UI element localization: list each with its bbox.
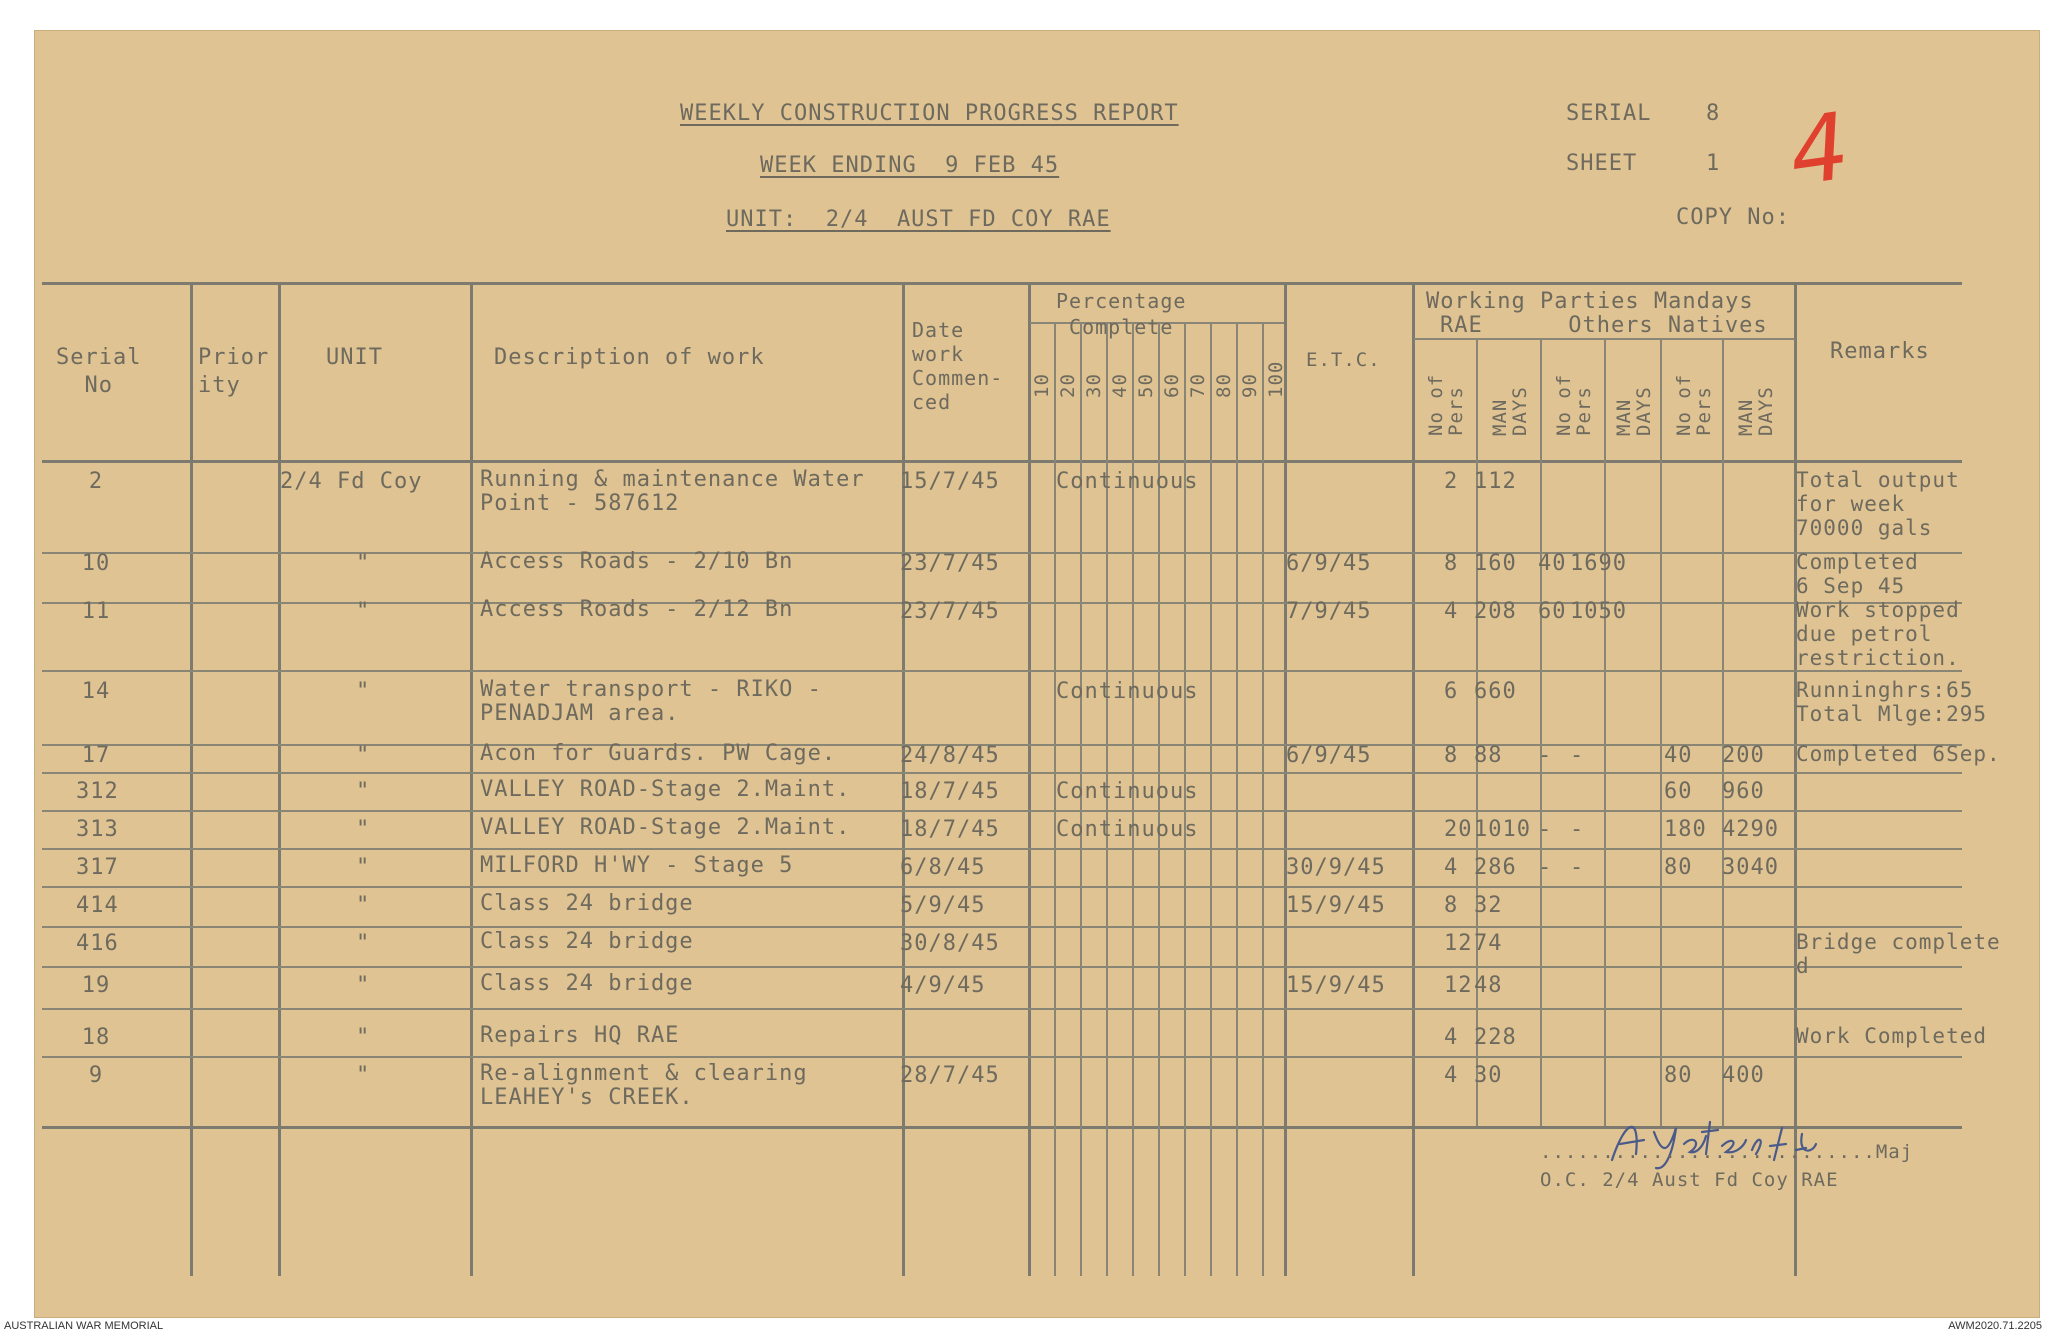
- wp-subheader-label: MAN DAYS: [1613, 386, 1655, 436]
- cell-description: MILFORD H'WY - Stage 5: [480, 853, 794, 878]
- serial-label: SERIAL: [1566, 101, 1652, 126]
- cell-date: 24/8/45: [900, 743, 1000, 768]
- cell-rae-pers: 2: [1444, 469, 1459, 494]
- cell-rae-pers: 4: [1444, 599, 1459, 624]
- percentage-tick-label: 40: [1109, 373, 1131, 398]
- cell-date: 5/9/45: [900, 893, 986, 918]
- cell-others-days: -: [1570, 855, 1585, 880]
- cell-rae-days: 74: [1474, 931, 1503, 956]
- cell-others-days: -: [1570, 743, 1585, 768]
- header-priority: Prior ity: [198, 345, 270, 398]
- wp-subheader-label: No of Pers: [1673, 373, 1715, 436]
- cell-rae-days: 208: [1474, 599, 1517, 624]
- cell-etc: 30/9/45: [1286, 855, 1386, 880]
- cell-natives-days: 400: [1722, 1063, 1765, 1088]
- cell-unit: ": [356, 551, 371, 576]
- cell-rae-days: 286: [1474, 855, 1517, 880]
- cell-rae-days: 88: [1474, 743, 1503, 768]
- cell-etc: 15/9/45: [1286, 973, 1386, 998]
- sheet-value: 1: [1706, 151, 1721, 176]
- header-working-parties: Working Parties Mandays: [1426, 289, 1754, 314]
- cell-rae-days: 30: [1474, 1063, 1503, 1088]
- cell-others-days: -: [1570, 817, 1585, 842]
- serial-value: 8: [1706, 101, 1721, 126]
- cell-unit: ": [356, 817, 371, 842]
- cell-description: Class 24 bridge: [480, 891, 694, 916]
- cell-description: Access Roads - 2/10 Bn: [480, 549, 794, 574]
- cell-remarks: Completed 6Sep.: [1796, 742, 2001, 766]
- percentage-tick-label: 10: [1031, 373, 1053, 398]
- cell-date: 18/7/45: [900, 779, 1000, 804]
- cell-serial: 17: [81, 743, 111, 768]
- cell-rae-days: 228: [1474, 1025, 1517, 1050]
- copy-number-handwritten: 4: [1782, 92, 1857, 207]
- percentage-tick-label: 50: [1135, 373, 1157, 398]
- cell-unit: ": [356, 599, 371, 624]
- cell-rae-pers: 4: [1444, 855, 1459, 880]
- cell-others-days: 1050: [1570, 599, 1627, 624]
- cell-rae-pers: 4: [1444, 1063, 1459, 1088]
- cell-serial: 414: [76, 893, 119, 918]
- cell-etc: 15/9/45: [1286, 893, 1386, 918]
- cell-percentage: Continuous: [1056, 817, 1199, 842]
- cell-serial: 312: [76, 779, 119, 804]
- cell-rae-days: 160: [1474, 551, 1517, 576]
- cell-rae-pers: 4: [1444, 1025, 1459, 1050]
- signature-title: O.C. 2/4 Aust Fd Coy RAE: [1540, 1169, 1839, 1191]
- cell-others-pers: 60: [1538, 599, 1567, 624]
- cell-unit: ": [356, 855, 371, 880]
- cell-description: Water transport - RIKO - PENADJAM area.: [480, 677, 822, 726]
- header-description: Description of work: [494, 345, 765, 370]
- percentage-tick-label: 90: [1239, 373, 1261, 398]
- cell-etc: 6/9/45: [1286, 743, 1372, 768]
- cell-percentage: Continuous: [1056, 679, 1199, 704]
- cell-others-days: 1690: [1570, 551, 1627, 576]
- cell-serial: 2: [88, 469, 104, 494]
- cell-percentage: Continuous: [1056, 779, 1199, 804]
- cell-serial: 18: [81, 1025, 111, 1050]
- wp-subheader-label: No of Pers: [1553, 373, 1595, 436]
- cell-others-pers: -: [1538, 817, 1553, 842]
- cell-rae-pers: 8: [1444, 893, 1459, 918]
- cell-rae-days: 48: [1474, 973, 1503, 998]
- percentage-tick-label: 70: [1187, 373, 1209, 398]
- cell-others-pers: 40: [1538, 551, 1567, 576]
- cell-remarks: Total output for week 70000 gals: [1796, 468, 1960, 540]
- cell-remarks: Completed 6 Sep 45: [1796, 550, 1919, 598]
- cell-date: 15/7/45: [900, 469, 1000, 494]
- cell-date: 28/7/45: [900, 1063, 1000, 1088]
- cell-rae-days: 112: [1474, 469, 1517, 494]
- cell-description: Re-alignment & clearing LEAHEY's CREEK.: [480, 1061, 808, 1110]
- cell-unit: ": [356, 893, 371, 918]
- cell-serial: 9: [88, 1063, 104, 1088]
- week-ending: WEEK ENDING 9 FEB 45: [760, 153, 1060, 178]
- cell-rae-pers: 8: [1444, 551, 1459, 576]
- cell-description: Acon for Guards. PW Cage.: [480, 741, 837, 766]
- cell-serial: 416: [76, 931, 119, 956]
- footer-right: AWM2020.71.2205: [1948, 1320, 2042, 1332]
- cell-rae-pers: 20: [1444, 817, 1473, 842]
- cell-rae-pers: 8: [1444, 743, 1459, 768]
- cell-unit: ": [356, 973, 371, 998]
- wp-subheader-label: No of Pers: [1425, 373, 1467, 436]
- wp-subheader-label: MAN DAYS: [1489, 386, 1531, 436]
- cell-description: Class 24 bridge: [480, 971, 694, 996]
- sheet-label: SHEET: [1566, 151, 1638, 176]
- cell-date: 4/9/45: [900, 973, 986, 998]
- cell-serial: 14: [81, 679, 111, 704]
- cell-etc: 7/9/45: [1286, 599, 1372, 624]
- cell-rae-days: 32: [1474, 893, 1503, 918]
- cell-date: 23/7/45: [900, 599, 1000, 624]
- cell-remarks: Runninghrs:65 Total Mlge:295: [1796, 678, 1988, 726]
- header-remarks: Remarks: [1830, 339, 1930, 364]
- copy-label: COPY No:: [1676, 205, 1790, 230]
- cell-others-pers: -: [1538, 855, 1553, 880]
- cell-rae-days: 660: [1474, 679, 1517, 704]
- header-wp-groups: RAE Others Natives: [1440, 313, 1768, 338]
- cell-unit: ": [356, 679, 371, 704]
- header-date: Date work Commen- ced: [912, 318, 1004, 414]
- report-title: WEEKLY CONSTRUCTION PROGRESS REPORT: [680, 101, 1179, 126]
- cell-natives-days: 200: [1722, 743, 1765, 768]
- cell-date: 18/7/45: [900, 817, 1000, 842]
- cell-percentage: Continuous: [1056, 469, 1199, 494]
- cell-unit: ": [356, 1025, 371, 1050]
- percentage-tick-label: 30: [1083, 373, 1105, 398]
- header-unit: UNIT: [326, 345, 383, 370]
- cell-date: 30/8/45: [900, 931, 1000, 956]
- cell-unit: ": [356, 931, 371, 956]
- cell-natives-pers: 40: [1664, 743, 1693, 768]
- cell-description: Class 24 bridge: [480, 929, 694, 954]
- cell-description: Repairs HQ RAE: [480, 1023, 680, 1048]
- cell-description: VALLEY ROAD-Stage 2.Maint.: [480, 777, 851, 802]
- cell-rae-pers: 6: [1444, 679, 1459, 704]
- cell-natives-pers: 60: [1664, 779, 1693, 804]
- signature-line: ...........................Maj: [1540, 1141, 1914, 1163]
- cell-natives-days: 4290: [1722, 817, 1779, 842]
- cell-unit: 2/4 Fd Coy: [280, 469, 423, 494]
- cell-serial: 11: [81, 599, 111, 624]
- cell-natives-days: 3040: [1722, 855, 1779, 880]
- header-percentage: Percentage Complete: [1056, 289, 1187, 339]
- cell-remarks: Bridge complete d: [1796, 930, 2001, 978]
- cell-description: Running & maintenance Water Point - 587612: [480, 467, 865, 516]
- cell-serial: 10: [81, 551, 111, 576]
- cell-description: VALLEY ROAD-Stage 2.Maint.: [480, 815, 851, 840]
- cell-natives-pers: 80: [1664, 855, 1693, 880]
- header-serial: Serial No: [56, 345, 142, 398]
- cell-unit: ": [356, 779, 371, 804]
- cell-description: Access Roads - 2/12 Bn: [480, 597, 794, 622]
- header-etc: E.T.C.: [1306, 349, 1381, 371]
- cell-natives-pers: 80: [1664, 1063, 1693, 1088]
- footer-left: AUSTRALIAN WAR MEMORIAL: [4, 1320, 164, 1332]
- percentage-tick-label: 80: [1213, 373, 1235, 398]
- cell-remarks: Work stopped due petrol restriction.: [1796, 598, 1960, 670]
- cell-etc: 6/9/45: [1286, 551, 1372, 576]
- percentage-tick-label: 100: [1265, 360, 1287, 398]
- cell-serial: 313: [76, 817, 119, 842]
- cell-date: 6/8/45: [900, 855, 986, 880]
- cell-unit: ": [356, 1063, 371, 1088]
- cell-natives-pers: 180: [1664, 817, 1707, 842]
- percentage-tick-label: 60: [1161, 373, 1183, 398]
- wp-subheader-label: MAN DAYS: [1735, 386, 1777, 436]
- percentage-tick-label: 20: [1057, 373, 1079, 398]
- unit-line: UNIT: 2/4 AUST FD COY RAE: [726, 207, 1111, 232]
- cell-unit: ": [356, 743, 371, 768]
- cell-natives-days: 960: [1722, 779, 1765, 804]
- cell-serial: 317: [76, 855, 119, 880]
- cell-remarks: Work Completed: [1796, 1024, 1988, 1048]
- cell-rae-pers: 12: [1444, 931, 1473, 956]
- cell-date: 23/7/45: [900, 551, 1000, 576]
- cell-rae-pers: 12: [1444, 973, 1473, 998]
- cell-rae-days: 1010: [1474, 817, 1531, 842]
- cell-serial: 19: [81, 973, 111, 998]
- cell-others-pers: -: [1538, 743, 1553, 768]
